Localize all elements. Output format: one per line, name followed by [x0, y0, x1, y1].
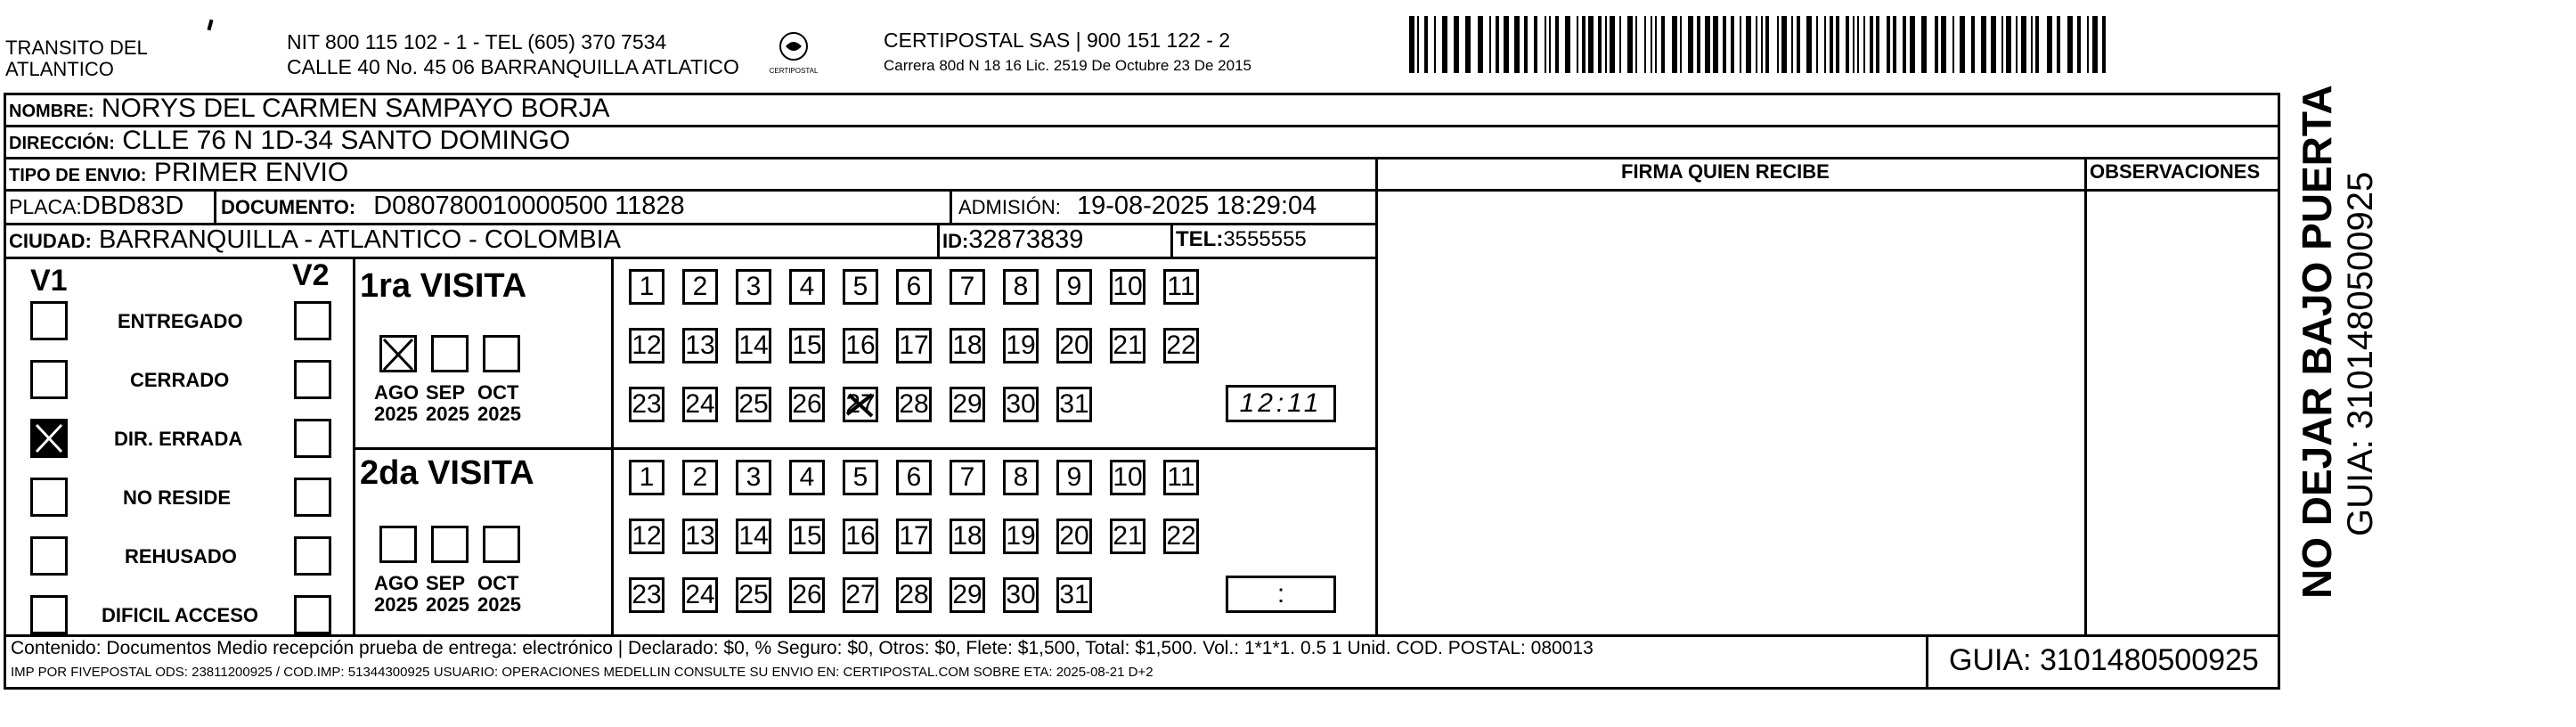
barcode-bar [1903, 16, 1906, 73]
calendar-day[interactable]: 18 [950, 328, 985, 364]
barcode-bar [1688, 16, 1693, 73]
visit-month-checkbox[interactable] [483, 526, 520, 563]
calendar-day[interactable]: 17 [896, 519, 932, 554]
nombre-label: NOMBRE: [9, 102, 94, 121]
calendar-day[interactable]: 28 [896, 577, 932, 613]
documento-label: DOCUMENTO: [221, 196, 356, 218]
barcode-bar [1971, 16, 1975, 73]
no-dejar-warning: NO DEJAR BAJO PUERTA [2294, 85, 2340, 599]
barcode-bar [1836, 16, 1839, 73]
calendar-day[interactable]: 9 [1056, 269, 1092, 305]
barcode-bar [1619, 16, 1621, 73]
calendar-day[interactable]: 23 [629, 387, 664, 422]
barcode-bar [1765, 16, 1769, 73]
calendar-day[interactable]: 9 [1056, 460, 1092, 495]
status-v1-checkbox[interactable] [30, 536, 68, 576]
courier-address: Carrera 80d N 18 16 Lic. 2519 De Octubre 23 De 2015 [884, 57, 1251, 74]
calendar-day[interactable]: 8 [1003, 460, 1039, 495]
visit-time-box[interactable]: : [1226, 576, 1336, 613]
direccion-row [9, 125, 570, 159]
calendar-day[interactable]: 17 [896, 328, 932, 364]
barcode-bar [1952, 16, 1954, 73]
calendar-day[interactable]: 14 [736, 519, 771, 554]
visit-month-label: SEP [426, 572, 466, 594]
barcode-bar [1697, 16, 1700, 73]
visit-month-checkbox[interactable] [483, 335, 520, 372]
barcode-bar [2016, 16, 2018, 73]
barcode-bar [1504, 16, 1509, 73]
barcode-bar [1746, 16, 1751, 73]
calendar-day[interactable]: 29 [950, 387, 985, 422]
calendar-day[interactable]: 13 [682, 519, 718, 554]
tipo-label: TIPO DE ENVIO: [9, 166, 147, 185]
barcode-bar [1478, 16, 1483, 73]
barcode-bar [1549, 16, 1551, 73]
id-row [942, 223, 1083, 258]
calendar-day[interactable]: 2 [682, 460, 718, 495]
barcode-bar [1598, 16, 1602, 73]
visit-year-label: 2025 [426, 403, 469, 425]
ciudad-row [9, 223, 621, 258]
placa-value: DBD83D [81, 192, 184, 220]
status-v1-checkbox[interactable] [30, 595, 68, 634]
barcode-bar [1756, 16, 1757, 73]
calendar-day[interactable]: 4 [789, 269, 825, 305]
barcode-bar [1870, 16, 1873, 73]
barcode-bar [1731, 16, 1734, 73]
nombre-row [9, 93, 610, 127]
logo-text: CERTIPOSTAL [769, 67, 819, 75]
id-label: ID: [942, 230, 969, 252]
side-guia: GUIA: 3101480500925 [2341, 171, 2380, 536]
calendar-day[interactable]: 30 [1003, 577, 1039, 613]
visit-month-label: OCT [477, 381, 519, 404]
barcode-bar [1981, 16, 1986, 73]
status-v2-checkbox[interactable] [294, 360, 331, 399]
visit-time-box[interactable]: 12:11 [1226, 385, 1336, 422]
direccion-label: DIRECCIÓN: [9, 134, 115, 153]
placa-label: PLACA: [9, 195, 82, 218]
barcode-bar [2031, 16, 2033, 73]
barcode-bar [1644, 16, 1646, 73]
barcode-bar [1991, 16, 1996, 73]
calendar-day[interactable]: 10 [1110, 460, 1145, 495]
calendar-day[interactable]: 22 [1163, 328, 1199, 364]
visit-year-label: 2025 [477, 403, 521, 425]
barcode-bar [1910, 16, 1915, 73]
imp-line: IMP POR FIVEPOSTAL ODS: 23811200925 / COD.IMP: 51344300925 USUARIO: OPERACIONES MEDELLIN CONSULTE SU ENVIO EN: CERTIPOSTAL.COM SOBRE ETA: 2025-08-21 D+2 [11, 665, 1153, 680]
barcode-bar [2092, 16, 2098, 73]
barcode-bar [1417, 16, 1419, 73]
barcode-bar [1424, 16, 1428, 73]
barcode-bar [1434, 16, 1436, 73]
calendar-day[interactable]: 5 [843, 269, 878, 305]
calendar-day[interactable]: 20 [1056, 328, 1092, 364]
barcode-bar [2057, 16, 2060, 73]
barcode-bar [1409, 16, 1414, 73]
calendar-day[interactable]: 20 [1056, 519, 1092, 554]
calendar-day[interactable]: 18 [950, 519, 985, 554]
observaciones-label: OBSERVACIONES [2090, 160, 2261, 183]
observations-area[interactable] [2088, 192, 2277, 633]
status-v1-checkbox[interactable] [30, 478, 68, 517]
visit-month-label: AGO [374, 572, 420, 594]
tel-row [1176, 223, 1307, 257]
calendar-day[interactable]: 2 [682, 269, 718, 305]
status-v1-checkbox[interactable] [30, 360, 68, 399]
v2-label: V2 [292, 258, 330, 292]
calendar-day[interactable]: 26 [789, 387, 825, 422]
calendar-day[interactable]: 8 [1003, 269, 1039, 305]
calendar-day[interactable]: 13 [682, 328, 718, 364]
calendar-day[interactable]: 6 [896, 460, 932, 495]
barcode-bar [2087, 16, 2089, 73]
visit-month-checkbox[interactable] [379, 526, 417, 563]
status-v2-checkbox[interactable] [294, 536, 331, 576]
barcode-bar [1672, 16, 1677, 73]
barcode-bar [1921, 16, 1927, 73]
tipo-value: PRIMER ENVIO [153, 158, 349, 187]
certipostal-logo [768, 27, 819, 78]
calendar-day[interactable]: 21 [1110, 328, 1145, 364]
visit-year-label: 2025 [374, 593, 418, 616]
visit-month-checkbox[interactable] [379, 335, 417, 372]
small-mark [208, 20, 214, 31]
signature-area[interactable] [1379, 192, 2084, 633]
calendar-day[interactable]: 4 [789, 460, 825, 495]
barcode-bar [1565, 16, 1570, 73]
status-v2-checkbox[interactable] [294, 478, 331, 517]
status-option-label: NO RESIDE [123, 486, 232, 509]
barcode-bar [2001, 16, 2003, 73]
barcode-bar [1635, 16, 1637, 73]
barcode-bar [1846, 16, 1849, 73]
barcode-bar [1816, 16, 1818, 73]
barcode-bar [1830, 16, 1833, 73]
nit-line: NIT 800 115 102 - 1 - TEL (605) 370 7534 [287, 30, 667, 53]
status-option-label: CERRADO [130, 369, 230, 391]
calendar-day[interactable]: 25 [736, 387, 771, 422]
logo-icon [768, 27, 819, 78]
barcode-bar [1705, 16, 1710, 73]
barcode-bar [1740, 16, 1741, 73]
calendar-day[interactable]: 24 [682, 387, 718, 422]
barcode-bar [1454, 16, 1459, 73]
calendar-day[interactable]: 3 [736, 460, 771, 495]
barcode-bar [1935, 16, 1938, 73]
visit-month-checkbox[interactable] [431, 526, 469, 563]
calendar-day[interactable]: 26 [789, 577, 825, 613]
barcode-bar [1514, 16, 1520, 73]
barcode-bar [2021, 16, 2026, 73]
barcode-bar [1791, 16, 1793, 73]
visit-year-label: 2025 [426, 593, 469, 616]
barcode-bar [1853, 16, 1855, 73]
calendar-day[interactable]: 3 [736, 269, 771, 305]
footer-guia: GUIA: 3101480500925 [1949, 643, 2259, 677]
id-value: 32873839 [968, 225, 1084, 254]
ciudad-value: BARRANQUILLA - ATLANTICO - COLOMBIA [98, 225, 621, 254]
barcode-bar [1545, 16, 1546, 73]
calendar-day[interactable]: 16 [843, 328, 878, 364]
calendar-day[interactable]: 16 [843, 519, 878, 554]
barcode-bar [1797, 16, 1800, 73]
status-v1-checkbox[interactable] [30, 419, 68, 458]
calendar-day[interactable]: 31 [1056, 387, 1092, 422]
address-line: CALLE 40 No. 45 06 BARRANQUILLA ATLATICO [287, 55, 739, 78]
visit-month-label: OCT [477, 572, 519, 594]
visit-year-label: 2025 [374, 403, 418, 425]
calendar-day[interactable]: 27 [843, 387, 878, 422]
barcode-bar [1680, 16, 1682, 73]
status-v2-checkbox[interactable] [294, 595, 331, 634]
calendar-day[interactable]: 23 [629, 577, 664, 613]
barcode-bar [1781, 16, 1787, 73]
direccion-value: CLLE 76 N 1D-34 SANTO DOMINGO [122, 126, 571, 155]
tipo-row [9, 157, 348, 192]
barcode-bar [1465, 16, 1471, 73]
barcode [1409, 16, 2111, 73]
barcode-bar [2102, 16, 2106, 73]
barcode-bar [1627, 16, 1633, 73]
tel-label: TEL: [1176, 227, 1224, 251]
v1-label: V1 [30, 264, 68, 298]
calendar-day[interactable]: 12 [629, 328, 664, 364]
barcode-bar [2077, 16, 2081, 73]
barcode-bar [1496, 16, 1499, 73]
documento-value: D080780010000500 11828 [373, 192, 685, 220]
calendar-day[interactable]: 10 [1110, 269, 1145, 305]
barcode-bar [2047, 16, 2052, 73]
calendar-day[interactable]: 15 [789, 328, 825, 364]
barcode-bar [1655, 16, 1657, 73]
visit-month-checkbox[interactable] [431, 335, 469, 372]
barcode-bar [2035, 16, 2039, 73]
placa-row [9, 189, 183, 224]
calendar-day[interactable]: 30 [1003, 387, 1039, 422]
barcode-bar [1651, 16, 1652, 73]
status-v2-checkbox[interactable] [294, 419, 331, 458]
calendar-day[interactable]: 7 [950, 269, 985, 305]
status-option-label: REHUSADO [125, 545, 237, 568]
visit-month-label: SEP [426, 381, 466, 404]
barcode-bar [1761, 16, 1763, 73]
first-visit-title: 1ra VISITA [360, 267, 527, 305]
admision-row [958, 189, 1317, 225]
admision-value: 19-08-2025 18:29:04 [1076, 192, 1317, 220]
barcode-bar [1876, 16, 1879, 73]
barcode-bar [1661, 16, 1665, 73]
barcode-bar [1887, 16, 1890, 73]
calendar-day[interactable]: 19 [1003, 519, 1039, 554]
nombre-value: NORYS DEL CARMEN SAMPAYO BORJA [101, 94, 610, 123]
calendar-day[interactable]: 7 [950, 460, 985, 495]
barcode-bar [1893, 16, 1896, 73]
calendar-day[interactable]: 27 [843, 577, 878, 613]
admision-label: ADMISIÓN: [958, 196, 1061, 218]
documento-row [221, 189, 685, 225]
calendar-day[interactable]: 29 [950, 577, 985, 613]
calendar-day[interactable]: 21 [1110, 519, 1145, 554]
barcode-bar [1857, 16, 1859, 73]
calendar-day[interactable]: 5 [843, 460, 878, 495]
calendar-day[interactable]: 6 [896, 269, 932, 305]
barcode-bar [1605, 16, 1607, 73]
barcode-bar [1524, 16, 1528, 73]
barcode-bar [1863, 16, 1865, 73]
barcode-bar [1442, 16, 1447, 73]
barcode-bar [1941, 16, 1946, 73]
barcode-bar [1577, 16, 1578, 73]
calendar-day[interactable]: 11 [1163, 460, 1199, 495]
status-v2-checkbox[interactable] [294, 301, 331, 340]
calendar-day[interactable]: 19 [1003, 328, 1039, 364]
calendar-day[interactable]: 1 [629, 460, 664, 495]
barcode-bar [1582, 16, 1586, 73]
status-option-label: DIFICIL ACCESO [102, 604, 259, 626]
barcode-bar [2067, 16, 2073, 73]
calendar-day[interactable]: 11 [1163, 269, 1199, 305]
barcode-bar [1555, 16, 1559, 73]
calendar-day[interactable]: 25 [736, 577, 771, 613]
calendar-day[interactable]: 12 [629, 519, 664, 554]
calendar-day[interactable]: 22 [1163, 519, 1199, 554]
calendar-day[interactable]: 14 [736, 328, 771, 364]
ciudad-label: CIUDAD: [9, 230, 92, 252]
calendar-day[interactable]: 24 [682, 577, 718, 613]
barcode-bar [1723, 16, 1726, 73]
barcode-bar [1713, 16, 1718, 73]
status-option-label: ENTREGADO [118, 310, 243, 332]
barcode-bar [2006, 16, 2011, 73]
second-visit-title: 2da VISITA [360, 454, 534, 492]
barcode-bar [1806, 16, 1812, 73]
company-name: TRANSITO DEL ATLANTICO [5, 37, 148, 80]
visit-year-label: 2025 [477, 593, 521, 616]
calendar-day[interactable]: 1 [629, 269, 664, 305]
courier-line: CERTIPOSTAL SAS | 900 151 122 - 2 [884, 29, 1231, 52]
barcode-bar [1777, 16, 1779, 73]
firma-label: FIRMA QUIEN RECIBE [1621, 160, 1830, 183]
barcode-bar [1960, 16, 1965, 73]
status-option-label: DIR. ERRADA [114, 428, 243, 450]
status-v1-checkbox[interactable] [30, 301, 68, 340]
contenido-line: Contenido: Documentos Medio recepción prueba de entrega: electrónico | Declarado: $0, % Seguro: $0, Otros: $0, Flete: $1,500, Total: $1,500. Vol.: 1*1*1. 0.5 1 Unid. COD. POSTAL: 080013 [11, 638, 1594, 658]
calendar-day[interactable]: 28 [896, 387, 932, 422]
barcode-bar [1588, 16, 1594, 73]
barcode-bar [1534, 16, 1537, 73]
barcode-bar [1489, 16, 1491, 73]
calendar-day[interactable]: 15 [789, 519, 825, 554]
barcode-graphic [1409, 16, 2111, 73]
barcode-bar [1610, 16, 1615, 73]
visit-month-label: AGO [374, 381, 420, 404]
tel-value: 3555555 [1223, 227, 1307, 251]
calendar-day[interactable]: 31 [1056, 577, 1092, 613]
barcode-bar [1824, 16, 1826, 73]
